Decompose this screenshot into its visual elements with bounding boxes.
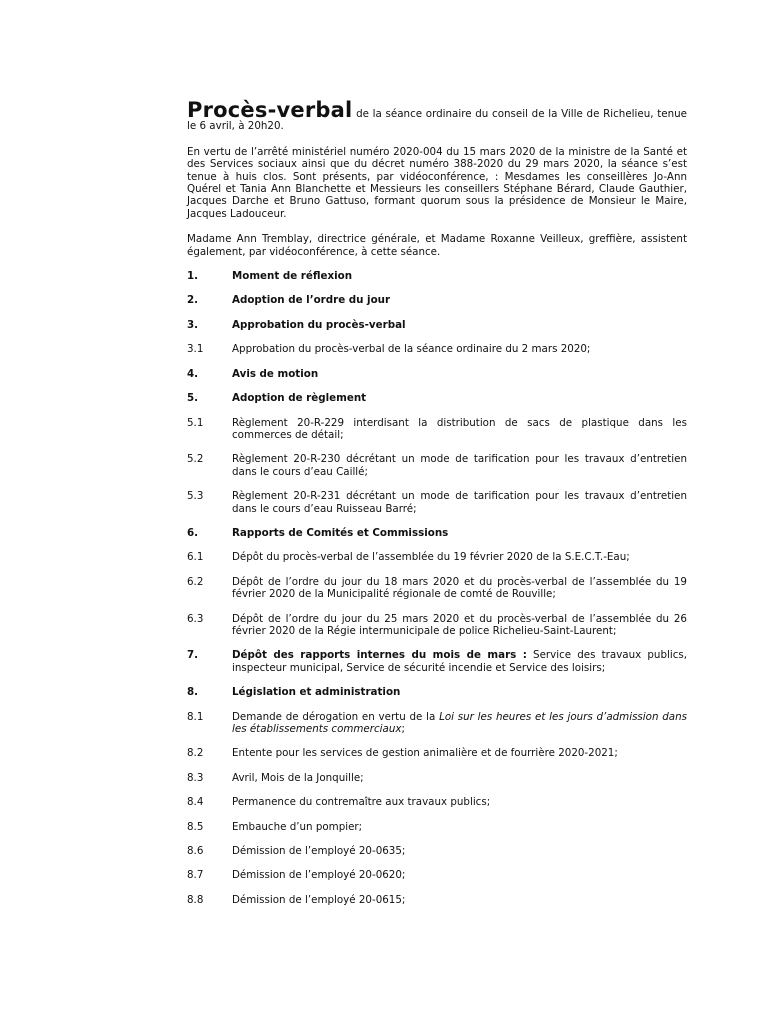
agenda-item-heading: Rapports de Comités et Commissions: [232, 526, 449, 539]
agenda-subitem: [187, 869, 687, 881]
agenda-item-heading: Avis de motion: [232, 367, 319, 380]
agenda-subitem-number: 8.7: [187, 869, 204, 882]
agenda-subitem-text: Démission de l’employé 20-0615;: [232, 893, 406, 906]
title-subtitle: de la séance ordinaire du conseil de la Ville de Richelieu, tenue le 6 avril, à 20h20.: [187, 108, 687, 133]
agenda-subitem-number: 8.6: [187, 845, 204, 858]
agenda-subitem-number: 5.2: [187, 453, 204, 466]
agenda-subitem-number: 6.1: [187, 551, 204, 564]
agenda-subitem: [187, 772, 687, 784]
agenda-subitem-number: 8.1: [187, 710, 204, 723]
agenda-subitem-number: 8.5: [187, 820, 204, 833]
agenda-item-heading: Dépôt des rapports internes du mois de mars :: [232, 649, 527, 662]
agenda-subitem: [187, 343, 687, 355]
agenda-subitem-text: Embauche d’un pompier;: [232, 820, 363, 833]
agenda-subitem: [187, 821, 687, 833]
agenda-subitem-number: 3.1: [187, 343, 204, 356]
document-page: [187, 100, 687, 906]
agenda-subitem: [187, 796, 687, 808]
title-heading: Procès-verbal: [187, 98, 353, 122]
agenda-subitem: [187, 747, 687, 759]
agenda-subitem: [187, 845, 687, 857]
agenda-item-number: 8.: [187, 686, 199, 699]
agenda-item-heading: Adoption de l’ordre du jour: [232, 294, 391, 307]
agenda-item-heading: Législation et administration: [232, 686, 401, 699]
agenda-subitem: [187, 417, 687, 442]
agenda-subitem-number: 5.1: [187, 416, 204, 429]
agenda-subitem-number: 5.3: [187, 490, 204, 503]
agenda-subitem-text: [232, 711, 687, 736]
agenda-subitem-text: Dépôt de l’ordre du jour du 18 mars 2020 et du procès-verbal de l’assemblée du 19 février 2020 de la Municipalité régionale de comté de Rouville;: [232, 575, 687, 601]
agenda-item: [187, 294, 687, 306]
agenda-subitem: [187, 576, 687, 601]
agenda-item-number: 7.: [187, 649, 199, 662]
agenda-subitem-text: Approbation du procès-verbal de la séance ordinaire du 2 mars 2020;: [232, 343, 591, 356]
agenda-item-number: 1.: [187, 270, 199, 283]
agenda-subitem-number: 6.2: [187, 575, 204, 588]
agenda-item-heading: Moment de réflexion: [232, 270, 353, 283]
agenda-subitem: [187, 894, 687, 906]
agenda-subitem: [187, 551, 687, 563]
agenda-item-number: 6.: [187, 526, 199, 539]
agenda-subitem-pre: Demande de dérogation en vertu de la: [232, 710, 440, 723]
agenda-subitem-text: Entente pour les services de gestion animalière et de fourrière 2020-2021;: [232, 747, 618, 760]
agenda-subitem-number: 8.3: [187, 771, 204, 784]
agenda-item: [187, 319, 687, 331]
law-title: Loi sur les heures et les jours d’admission dans les établissements commerciaux: [232, 710, 687, 735]
agenda-subitem-number: 8.8: [187, 893, 204, 906]
agenda-subitem-number: 8.2: [187, 747, 204, 760]
agenda-item-heading: Approbation du procès-verbal: [232, 318, 406, 331]
intro-paragraph-staff: Madame Ann Tremblay, directrice générale, et Madame Roxanne Veilleux, greffière, assistent également, par vidéoconférence, à cette séance.: [187, 233, 687, 258]
agenda-subitem-post: ;: [401, 723, 405, 735]
agenda-subitem: [187, 453, 687, 478]
agenda-item-heading: Adoption de règlement: [232, 392, 367, 405]
agenda-subitem-text: Règlement 20-R-231 décrétant un mode de tarification pour les travaux d’entretien dans le cours d’eau Ruisseau Barré;: [232, 490, 687, 515]
agenda-item: [187, 270, 687, 282]
agenda-item-number: 3.: [187, 318, 199, 331]
agenda-item: [187, 686, 687, 698]
agenda-item-number: 2.: [187, 294, 199, 307]
agenda-item-mixed: [232, 649, 687, 674]
agenda-item: [187, 649, 687, 674]
agenda-item-number: 4.: [187, 367, 199, 380]
agenda-item-number: 5.: [187, 392, 199, 405]
agenda-subitem-text: Dépôt de l’ordre du jour du 25 mars 2020 et du procès-verbal de l’assemblée du 26 février 2020 de la Régie intermunicipale de police Richelieu-Saint-Laurent;: [232, 612, 687, 637]
agenda-item: [187, 368, 687, 380]
agenda-item: [187, 392, 687, 404]
agenda-subitem-text: Démission de l’employé 20-0635;: [232, 845, 406, 858]
agenda-subitem-text: Règlement 20-R-229 interdisant la distribution de sacs de plastique dans les commerces de détail;: [232, 416, 687, 441]
intro-paragraph-attendance: En vertu de l’arrêté ministériel numéro 2020-004 du 15 mars 2020 de la ministre de la Santé et des Services sociaux ainsi que du décret numéro 388-2020 du 29 mars 2020, la séance s’est tenue à huis clos. Sont présents, par vidéoconférence, : Mesdames les conseillères Jo-Ann Quérel et Tania Ann Blanchette et Messieurs les conseillers Stéphane Bérard, Claude Gauthier, Jacques Darche et Bruno Gattuso, formant quorum sous la présidence de Monsieur le Maire, Jacques Ladouceur.: [187, 145, 687, 220]
agenda-subitem-text: Avril, Mois de la Jonquille;: [232, 771, 364, 784]
agenda-subitem-number: 8.4: [187, 796, 204, 809]
agenda-subitem-number: 6.3: [187, 612, 204, 625]
document-title: [187, 100, 687, 133]
agenda-subitem: [187, 711, 687, 736]
agenda-subitem: [187, 490, 687, 515]
agenda-subitem-text: Permanence du contremaître aux travaux publics;: [232, 796, 491, 809]
agenda-item-text: Service des travaux publics, inspecteur municipal, Service de sécurité incendie et Service des loisirs;: [232, 649, 687, 674]
agenda-subitem: [187, 613, 687, 638]
agenda-subitem-text: Dépôt du procès-verbal de l’assemblée du 19 février 2020 de la S.E.C.T.-Eau;: [232, 551, 630, 564]
agenda-item: [187, 527, 687, 539]
agenda-subitem-text: Démission de l’employé 20-0620;: [232, 869, 406, 882]
agenda-subitem-text: Règlement 20-R-230 décrétant un mode de tarification pour les travaux d’entretien dans le cours d’eau Caillé;: [232, 453, 687, 478]
